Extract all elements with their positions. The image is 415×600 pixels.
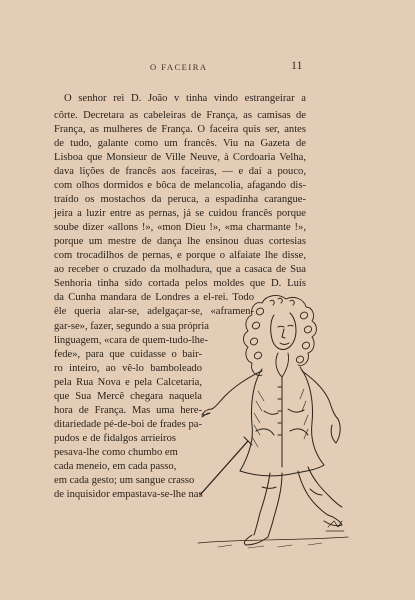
text-line-12: com trocadilhos de pernas, e porque o alfaiate lhe disse, [54,250,306,261]
text-line-20: ro inteiro, ao vê-lo bamboleado [54,363,202,374]
text-line-8: traído os mostachos da peruca, a espadinha carangue- [54,194,306,205]
text-line-19: fede», para que cuidasse o bair- [54,349,202,360]
text-line-28: em cada gesto; um sangue crasso [54,475,195,486]
text-line-13: ao receber o cruzado da molhadura, que a casaca de Sua [54,264,306,275]
face [271,313,296,350]
text-line-1: O senhor rei D. João v tinha vindo estrangeirar a [64,93,306,104]
text-line-15: da Cunha mandara de Londres a el-rei. Todo [54,292,254,303]
text-line-29: de inquisidor empastava-se-lhe nas [54,489,203,500]
text-line-5: Lisboa que Monsieur de Ville Neuve, à Cordoaria Velha, [54,152,306,163]
page-number: 11 [291,58,303,72]
text-line-22: que Sua Mercê chegara naquela [54,391,202,402]
text-line-11: porque um mestre de dança lhe ensinou duas cortesias [54,236,306,247]
handkerchief [331,419,340,443]
right-arm [302,371,338,419]
engraving-illustration [178,291,353,553]
text-line-10: soube dizer «allons !», «mon Dieu !», «ma charmante !», [54,222,306,233]
text-line-26: pesava-lhe como chumbo em [54,447,178,458]
left-arm [212,371,262,409]
text-line-9: jeira a luzir entre as pernas, já se cuidou francês porque [54,208,306,219]
text-line-2: côrte. Decretara as cabeleiras de França, as camisas de [54,110,306,121]
text-line-23: hora de França. Mas uma here- [54,405,202,416]
running-head: O FACEIRA [150,62,208,72]
text-line-24: ditariedade pé-de-boi de frades pa- [54,419,202,430]
text-line-6: dava lições de francês aos faceiras, — e daí a pouco, [54,166,306,177]
text-line-27: cada meneio, em cada passo, [54,461,177,472]
text-line-4: de tudo, galante como um francês. Viu na Gazeta de [54,138,306,149]
periwig [244,296,317,376]
sword [200,441,248,495]
text-line-25: pudos e de fidalgos arrieiros [54,433,176,444]
text-line-16: êle queria alar-se, adelgaçar-se, «aframen- [54,306,254,317]
text-line-7: com olhos dormidos e bôca de melancolia, afagando dis- [54,180,306,191]
coat [240,367,324,476]
text-line-18: linguagem, «cara de quem-tudo-lhe- [54,335,209,346]
text-line-14: Senhoria tinha sido cortada pelos moldes que D. Luís [54,278,306,289]
right-shoe [324,515,342,526]
text-line-21: pela Rua Nova e pela Calcetaria, [54,377,202,388]
text-line-17: gar-se», fazer, segundo a sua própria [54,321,209,332]
text-line-3: França, as mulheres de França. O faceira quis ser, antes [54,124,306,135]
